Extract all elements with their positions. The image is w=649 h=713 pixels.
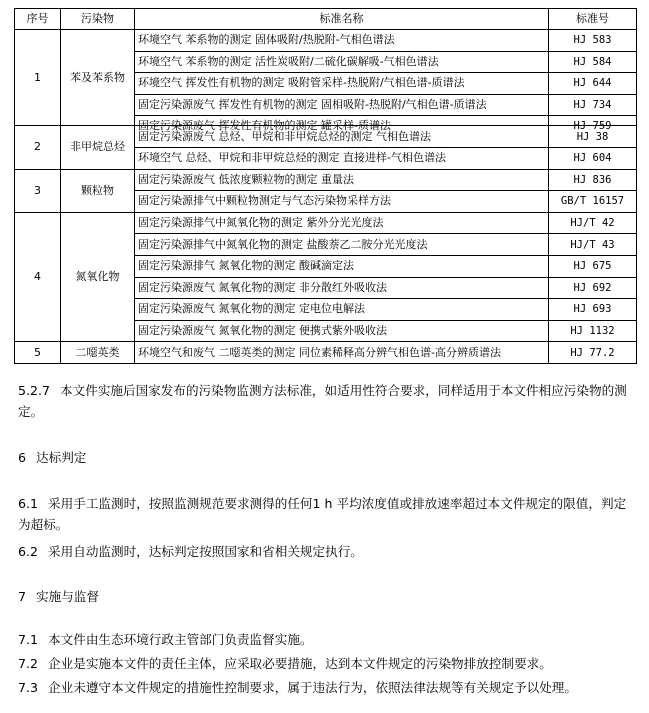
standard-name: 固定污染源废气 氮氧化物的测定 定电位电解法 <box>135 299 549 321</box>
standard-name-clipped <box>135 116 549 133</box>
section-title: 达标判定 <box>36 450 87 465</box>
row-number: 1 <box>15 30 61 126</box>
clause-number: 7.1 <box>18 632 39 647</box>
standard-name: 固定污染源排气中颗粒物测定与气态污染物采样方法 <box>135 191 549 213</box>
table-row <box>15 212 637 234</box>
clause-text: 本文件由生态环境行政主管部门负责监督实施。 <box>48 632 313 647</box>
section-number: 7 <box>18 589 27 604</box>
standard-code: HJ 644 <box>549 73 637 95</box>
standard-name: 固定污染源废气 氮氧化物的测定 便携式紫外吸收法 <box>135 320 549 342</box>
section-number: 6 <box>18 450 27 465</box>
clause-number: 5.2.7 <box>18 383 51 398</box>
standard-name: 固定污染源排气中氮氧化物的测定 紫外分光光度法 <box>135 212 549 234</box>
pollutant-name: 氮氧化物 <box>61 212 135 342</box>
clause-7-1 <box>18 629 638 650</box>
section-7-heading <box>18 586 638 607</box>
clause-number: 6.2 <box>18 544 39 559</box>
standard-code: HJ 675 <box>549 255 637 277</box>
pollutant-name: 非甲烷总烃 <box>61 126 135 169</box>
clause-number: 6.1 <box>18 496 39 511</box>
clipped-text: 固定污染源废气 挥发性有机物的测定 罐采样-质谱法 <box>138 119 391 133</box>
standard-code: HJ/T 43 <box>549 234 637 256</box>
section-title: 实施与监督 <box>36 589 99 604</box>
clause-number: 7.2 <box>18 656 39 671</box>
standard-code: HJ 583 <box>549 30 637 52</box>
standard-name: 环境空气 挥发性有机物的测定 吸附管采样-热脱附/气相色谱-质谱法 <box>135 73 549 95</box>
standard-code: HJ 604 <box>549 147 637 169</box>
standard-code: GB/T 16157 <box>549 191 637 213</box>
standard-name: 固定污染源废气 低浓度颗粒物的测定 重量法 <box>135 169 549 191</box>
standard-code-clipped <box>549 116 637 133</box>
header-pollutant: 污染物 <box>61 9 135 30</box>
clause-text: 采用自动监测时，达标判定按照国家和省相关规定执行。 <box>48 544 363 559</box>
table-header-row <box>15 9 637 30</box>
standard-code: HJ 692 <box>549 277 637 299</box>
clause-5-2-7 <box>18 380 638 422</box>
row-number: 4 <box>15 212 61 342</box>
standard-code: HJ 1132 <box>549 320 637 342</box>
standard-name: 环境空气 苯系物的测定 固体吸附/热脱附-气相色谱法 <box>135 30 549 52</box>
clause-text: 企业未遵守本文件规定的措施性控制要求，属于违法行为，依照法律法规等有关规定予以处理。 <box>48 680 577 695</box>
clause-7-2 <box>18 653 638 674</box>
section-6-heading <box>18 447 638 468</box>
header-standard-code: 标准号 <box>549 9 637 30</box>
standard-name: 环境空气 苯系物的测定 活性炭吸附/二硫化碳解吸-气相色谱法 <box>135 51 549 73</box>
standard-code: HJ 734 <box>549 94 637 116</box>
standard-code: HJ 77.2 <box>549 342 637 364</box>
standard-name: 固定污染源排气 氮氧化物的测定 酸碱滴定法 <box>135 255 549 277</box>
clause-6-2 <box>18 541 638 562</box>
pollutant-name: 颗粒物 <box>61 169 135 212</box>
standard-code: HJ 693 <box>549 299 637 321</box>
standard-code: HJ 836 <box>549 169 637 191</box>
standards-table <box>14 8 637 364</box>
standard-name: 环境空气 总烃、甲烷和非甲烷总烃的测定 直接进样-气相色谱法 <box>135 147 549 169</box>
standard-code: HJ 38 <box>549 126 637 148</box>
header-standard-name: 标准名称 <box>135 9 549 30</box>
standard-name: 固定污染源废气 氮氧化物的测定 非分散红外吸收法 <box>135 277 549 299</box>
table-row <box>15 126 637 148</box>
clause-6-1 <box>18 493 638 535</box>
clause-text: 企业是实施本文件的责任主体，应采取必要措施，达到本文件规定的污染物排放控制要求。 <box>48 656 552 671</box>
standard-name: 固定污染源废气 挥发性有机物的测定 固相吸附-热脱附/气相色谱-质谱法 <box>135 94 549 116</box>
clause-number: 7.3 <box>18 680 39 695</box>
row-number: 3 <box>15 169 61 212</box>
pollutant-name: 苯及苯系物 <box>61 30 135 126</box>
table-row <box>15 30 637 52</box>
standard-name: 环境空气和废气 二噁英类的测定 同位素稀释高分辨气相色谱-高分辨质谱法 <box>135 342 549 364</box>
pollutant-name: 二噁英类 <box>61 342 135 364</box>
header-no: 序号 <box>15 9 61 30</box>
standard-code: HJ 584 <box>549 51 637 73</box>
clause-7-3 <box>18 677 638 698</box>
clause-text: 本文件实施后国家发布的污染物监测方法标准，如适用性符合要求，同样适用于本文件相应污染物的测定。 <box>18 383 627 419</box>
table-row <box>15 169 637 191</box>
standard-name: 固定污染源排气中氮氧化物的测定 盐酸萘乙二胺分光光度法 <box>135 234 549 256</box>
standard-code: HJ/T 42 <box>549 212 637 234</box>
row-number: 5 <box>15 342 61 364</box>
clause-text: 采用手工监测时，按照监测规范要求测得的任何1 h 平均浓度值或排放速率超过本文件规定的限值，判定为超标。 <box>18 496 627 532</box>
clipped-code: HJ 759 <box>573 120 612 133</box>
standard-name: 固定污染源废气 总烃、甲烷和非甲烷总烃的测定 气相色谱法 <box>135 126 549 148</box>
table-row <box>15 342 637 364</box>
row-number: 2 <box>15 126 61 169</box>
